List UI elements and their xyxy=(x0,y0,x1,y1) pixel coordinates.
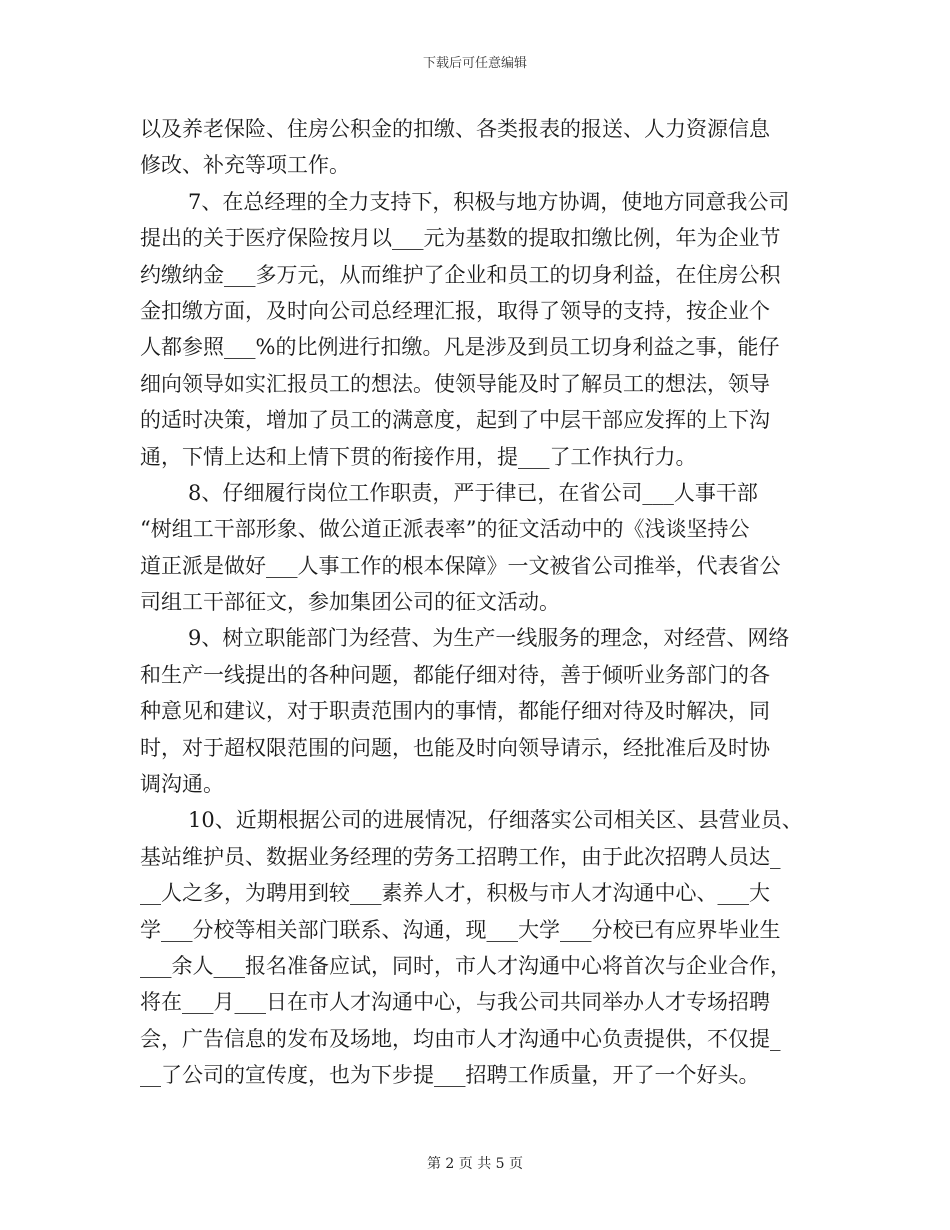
text-line: 的适时决策，增加了员工的满意度，起到了中层干部应发挥的上下沟 xyxy=(140,408,770,433)
body-text xyxy=(140,111,815,1094)
text-line: 基站维护员、数据业务经理的劳务工招聘工作，由于此次招聘人员达_ xyxy=(140,844,781,869)
text-line: 通，下情上达和上情下贯的衔接作用，提___了工作执行力。 xyxy=(140,444,697,469)
text-line: __人之多，为聘用到较___素养人才，积极与市人才沟通中心、___大 xyxy=(140,881,770,906)
paragraph-first-line: 8、仔细履行岗位工作职责，严于律已，在省公司___人事干部 xyxy=(188,480,758,505)
page-footer: 第 2 页 共 5 页 xyxy=(426,1156,524,1172)
text-line: __了公司的宣传度，也为下步提___招聘工作质量，开了一个好头。 xyxy=(140,1063,760,1088)
text-line: 提出的关于医疗保险按月以___元为基数的提取扣缴比例，年为企业节 xyxy=(140,226,781,251)
text-line: 时，对于超权限范围的问题，也能及时向领导请示，经批准后及时协 xyxy=(140,735,770,760)
page-header: 下载后可任意编辑 xyxy=(422,56,527,71)
text-line: 司组工干部征文，参加集团公司的征文活动。 xyxy=(140,590,560,615)
text-line: 约缴纳金___多万元，从而维护了企业和员工的切身利益，在住房公积 xyxy=(140,262,781,287)
text-line: 金扣缴方面，及时向公司总经理汇报，取得了领导的支持，按企业个 xyxy=(140,298,770,323)
text-line: 调沟通。 xyxy=(140,772,224,797)
text-line: 学___分校等相关部门联系、沟通，现___大学___分校已有应界毕业生 xyxy=(140,917,781,942)
paragraph-first-line: 7、在总经理的全力支持下，积极与地方协调，使地方同意我公司 xyxy=(188,189,790,214)
text-line: 道正派是做好___人事工作的根本保障》一文被省公司推举，代表省公 xyxy=(140,553,781,578)
text-line: “树组工干部形象、做公道正派表率”的征文活动中的《浅谈坚持公 xyxy=(140,517,750,542)
text-line: 修改、补充等项工作。 xyxy=(140,153,350,178)
text-line: ___余人___报名准备应试，同时，市人才沟通中心将首次与企业合作， xyxy=(140,953,791,978)
text-line: 和生产一线提出的各种问题，都能仔细对待，善于倾听业务部门的各 xyxy=(140,662,770,687)
paragraph-first-line: 9、树立职能部门为经营、为生产一线服务的理念，对经营、网络 xyxy=(188,626,790,651)
text-line: 以及养老保险、住房公积金的扣缴、各类报表的报送、人力资源信息 xyxy=(140,117,770,141)
text-line: 会，广告信息的发布及场地，均由市人才沟通中心负责提供，不仅提_ xyxy=(140,1026,781,1051)
text-line: 将在___月___日在市人才沟通中心，与我公司共同举办人才专场招聘 xyxy=(140,990,770,1015)
text-line: 种意见和建议，对于职责范围内的事情，都能仔细对待及时解决，同 xyxy=(140,699,770,724)
text-line: 细向领导如实汇报员工的想法。使领导能及时了解员工的想法，领导 xyxy=(140,371,770,396)
text-line: 人都参照___%的比例进行扣缴。凡是涉及到员工切身利益之事，能仔 xyxy=(140,335,780,360)
paragraph-first-line: 10、近期根据公司的进展情况，仔细落实公司相关区、县营业员、 xyxy=(188,808,803,833)
